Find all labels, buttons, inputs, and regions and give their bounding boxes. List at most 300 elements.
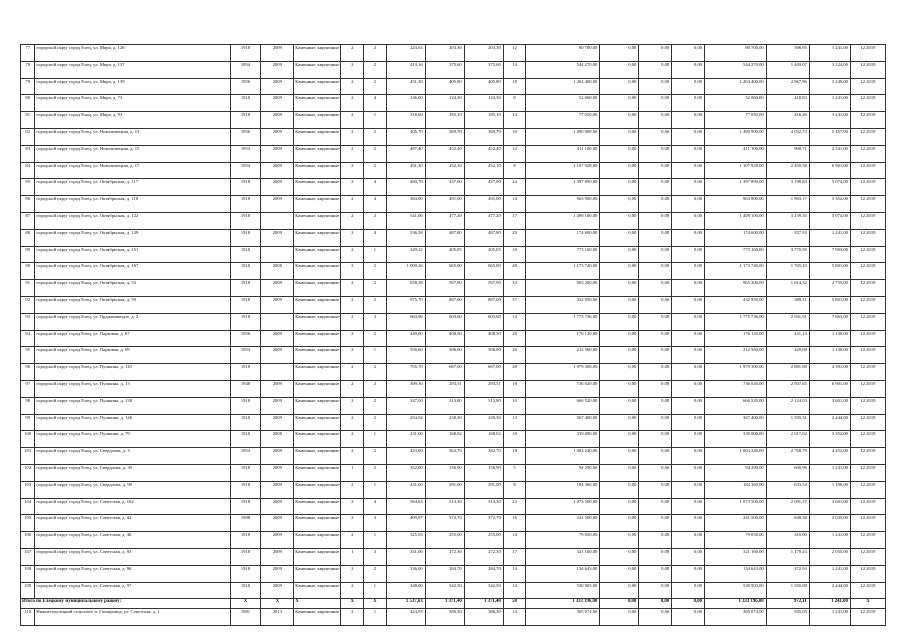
cell-deadline: 12.2019	[850, 112, 885, 129]
cell-cost-regional: 0,00	[639, 414, 672, 431]
cell-floors: 2	[341, 229, 364, 246]
cell-wall-material: Каменные, кирпичные	[294, 296, 341, 313]
table-row	[21, 296, 886, 313]
table-row	[21, 330, 886, 347]
cell-cost-owners: 544 270,00	[705, 61, 767, 78]
cell-cost-total: 1 775 736,00	[526, 313, 600, 330]
cell-deadline: 12.2019	[850, 414, 885, 431]
cell-cost-local: 0,00	[672, 548, 705, 565]
cell-cost-total: 530 903,00	[526, 582, 600, 599]
cell-max-cost: 1 241,00	[809, 532, 850, 549]
cell-cost-total: 77 050,00	[526, 112, 600, 129]
cell-max-cost: 3 124,00	[809, 61, 850, 78]
cell-unit-cost: 396,95	[766, 45, 809, 62]
cell-residents: 48	[503, 263, 526, 280]
cell-cost-total: 134 643,00	[526, 565, 600, 582]
cell-residential-area: 506,00	[464, 347, 503, 364]
cell-total-area: 423,00	[386, 448, 425, 465]
cell-entrances: 3	[364, 515, 387, 532]
cell-cost-regional: 0,00	[639, 212, 672, 229]
cell-max-cost: 1 241,00	[809, 45, 850, 62]
cell-number: 81	[21, 112, 35, 129]
cell-year-built: 1918	[230, 532, 261, 549]
cell-wall-material: Каменные, кирпичные	[294, 498, 341, 515]
cell-year-built: 1954	[230, 61, 261, 78]
cell-unit-cost: 1 765,10	[766, 263, 809, 280]
cell-cost-owners: 94 290,00	[705, 464, 767, 481]
cell-address: городской округ город Елец, ул. Советская, д. 42	[35, 515, 230, 532]
cell-living-area: 342,50	[425, 582, 464, 599]
cell-wall-material: Каменные, кирпичные	[294, 229, 341, 246]
cell-cost-fund: 0,00	[600, 179, 639, 196]
cell-floors: 2	[341, 414, 364, 431]
cell-max-cost: 5 801,00	[809, 296, 850, 313]
cell-total-area: 384,00	[386, 196, 425, 213]
cell-year-renovated: 2009	[261, 515, 294, 532]
cell-cost-owners: 1 107 928,00	[705, 162, 767, 179]
cell-living-area: 887,00	[425, 296, 464, 313]
cell-number: 110	[21, 609, 35, 626]
cell-entrances: 2	[364, 296, 387, 313]
cell-cost-total: 1 073 500,00	[526, 498, 600, 515]
cell-residents: 33	[503, 280, 526, 297]
cell-cost-local: 0,00	[672, 582, 705, 599]
cell-number: 77	[21, 45, 35, 62]
cell-entrances: 2	[364, 397, 387, 414]
cell-residents: 16	[503, 515, 526, 532]
cell-number: 102	[21, 464, 35, 481]
cell-entrances: 2	[364, 448, 387, 465]
table-row	[21, 364, 886, 381]
cell-unit-cost: 3 770,59	[766, 246, 809, 263]
cell-wall-material: Каменные, кирпичные	[294, 532, 341, 549]
cell-unit-cost: 1 550,08	[766, 582, 809, 599]
cell-living-area: 291,00	[425, 481, 464, 498]
cell-entrances: 2	[364, 380, 387, 397]
cell-cost-owners: 1 498 100,00	[705, 212, 767, 229]
cell-residents: 14	[503, 61, 526, 78]
cell-max-cost: 2 035,00	[809, 515, 850, 532]
cell-residential-area: 597,90	[464, 280, 503, 297]
cell-cost-regional: 0,00	[639, 515, 672, 532]
cell-year-built: 1956	[230, 330, 261, 347]
cell-cost-local: 0,00	[672, 179, 705, 196]
cell-year-renovated: 2009	[261, 380, 294, 397]
table-row	[21, 112, 886, 129]
cell-floors: 2	[341, 145, 364, 162]
cell-residents: 26	[503, 347, 526, 364]
cell-residents: 23	[503, 498, 526, 515]
cell-floors: 2	[341, 532, 364, 549]
cell-max-cost: 3 352,00	[809, 196, 850, 213]
cell-total-area: 541,00	[386, 212, 425, 229]
cell-cost-total: 411 100,00	[526, 145, 600, 162]
cell-cost-total: 321 160,00	[526, 548, 600, 565]
cell-max-cost: 3 249,00	[809, 78, 850, 95]
cell-cost-total: 1 979 300,00	[526, 364, 600, 381]
cell-unit-cost: 2 507,65	[766, 380, 809, 397]
cell-residents: 37	[503, 296, 526, 313]
cell-deadline: 12.2019	[850, 229, 885, 246]
cell-cost-local: 0,00	[672, 45, 705, 62]
cell-wall-material: Каменные, кирпичные	[294, 280, 341, 297]
cell-year-renovated: 2009	[261, 565, 294, 582]
cell-residential-area: 124,30	[464, 95, 503, 112]
cell-year-built: 1953	[230, 145, 261, 162]
cell-unit-cost: 972,11	[766, 599, 809, 609]
cell-entrances: 2	[364, 263, 387, 280]
cell-wall-material: Каменные, кирпичные	[294, 145, 341, 162]
cell-cost-owners: 1 004 240,00	[705, 448, 767, 465]
cell-cost-total: 79 050,00	[526, 532, 600, 549]
cell-total-area: 336,00	[386, 565, 425, 582]
cell-wall-material: Каменные, кирпичные	[294, 347, 341, 364]
cell-year-built: 1981	[230, 609, 261, 626]
cell-address: городской округ город Елец, ул. Советская, д. 102	[35, 498, 230, 515]
cell-entrances: 4	[364, 498, 387, 515]
cell-number: 104	[21, 498, 35, 515]
cell-address: городской округ город Елец, ул. Мира, д. 139	[35, 78, 230, 95]
cell-year-built: 1918	[230, 45, 261, 62]
cell-living-area: 386,30	[425, 609, 464, 626]
cell-residential-area: 513,30	[464, 498, 503, 515]
cell-year-renovated: 2009	[261, 448, 294, 465]
cell-residents: 58	[503, 599, 526, 609]
cell-year-renovated	[261, 313, 294, 330]
cell-year-built: X	[230, 599, 261, 609]
cell-residents: 24	[503, 179, 526, 196]
cell-residents: 12	[503, 45, 526, 62]
cell-wall-material: Каменные, кирпичные	[294, 330, 341, 347]
cell-residential-area: 687,00	[464, 364, 503, 381]
cell-cost-local: 0,00	[672, 448, 705, 465]
cell-wall-material: Каменные, кирпичные	[294, 397, 341, 414]
cell-wall-material: Каменные, кирпичные	[294, 162, 341, 179]
cell-cost-fund: 0,00	[600, 128, 639, 145]
cell-residential-area: 665,00	[464, 263, 503, 280]
cell-residents: 8	[503, 481, 526, 498]
cell-residents: 5	[503, 464, 526, 481]
cell-cost-local: 0,00	[672, 128, 705, 145]
cell-cost-regional: 0,00	[639, 61, 672, 78]
cell-total-area: 318,60	[386, 112, 425, 129]
cell-deadline: 12.2019	[850, 448, 885, 465]
cell-residents: 18	[503, 448, 526, 465]
table-row	[21, 45, 886, 62]
cell-max-cost: 1 130,00	[809, 330, 850, 347]
cell-max-cost: 7 903,00	[809, 246, 850, 263]
cell-year-renovated: 2009	[261, 481, 294, 498]
cell-address: городской округ город Елец, ул. Пушкина, д. 13	[35, 380, 230, 397]
cell-year-built: 1918	[230, 212, 261, 229]
cell-total-area: 536,58	[386, 229, 425, 246]
cell-deadline: 12.2019	[850, 128, 885, 145]
cell-living-area: 452,40	[425, 145, 464, 162]
cell-wall-material: Каменные, кирпичные	[294, 464, 341, 481]
cell-cost-regional: 0,00	[639, 196, 672, 213]
cell-year-built: 1918	[230, 414, 261, 431]
cell-cost-regional: 0,00	[639, 229, 672, 246]
cell-year-built: 1918	[230, 296, 261, 313]
cell-max-cost: 6 901,00	[809, 380, 850, 397]
cell-cost-total: 241 500,00	[526, 515, 600, 532]
cell-residential-area: 405,80	[464, 78, 503, 95]
cell-living-area: 513,30	[425, 498, 464, 515]
cell-wall-material: Каменные, кирпичные	[294, 263, 341, 280]
cell-unit-cost: 3 198,83	[766, 179, 809, 196]
cell-cost-regional: 0,00	[639, 347, 672, 364]
cell-cost-regional: 0,00	[639, 609, 672, 626]
cell-unit-cost: 633,54	[766, 481, 809, 498]
cell-cost-owners: 174 600,00	[705, 229, 767, 246]
cell-deadline: 12.2019	[850, 313, 885, 330]
cell-residents: 8	[503, 162, 526, 179]
cell-total-area: 487,40	[386, 145, 425, 162]
cell-number: 97	[21, 380, 35, 397]
cell-max-cost: 1 241,00	[809, 464, 850, 481]
cell-cost-total: 184 360,00	[526, 481, 600, 498]
cell-number: 99	[21, 414, 35, 431]
cell-cost-total: 339 000,00	[526, 431, 600, 448]
cell-cost-fund: 0,00	[600, 313, 639, 330]
cell-cost-fund: 0,00	[600, 45, 639, 62]
cell-total-area: 325,03	[386, 532, 425, 549]
cell-deadline: 12.2019	[850, 145, 885, 162]
cell-cost-owners: 411 100,00	[705, 145, 767, 162]
cell-cost-regional: 0,00	[639, 448, 672, 465]
cell-residents: 10	[503, 397, 526, 414]
table-row	[21, 128, 886, 145]
table-row	[21, 448, 886, 465]
cell-residents: 8	[503, 95, 526, 112]
cell-unit-cost: 1 449,07	[766, 61, 809, 78]
cell-floors: 2	[341, 95, 364, 112]
cell-number: 90	[21, 263, 35, 280]
cell-cost-owners: 666 520,00	[705, 397, 767, 414]
cell-living-area: 255,00	[425, 532, 464, 549]
cell-cost-regional: 0,00	[639, 179, 672, 196]
cell-number: 89	[21, 246, 35, 263]
cell-cost-owners: 736 020,00	[705, 380, 767, 397]
cell-deadline: 12.2019	[850, 246, 885, 263]
cell-floors: 2	[341, 296, 364, 313]
table-row	[21, 532, 886, 549]
cell-residential-area: 230,30	[464, 414, 503, 431]
cell-cost-owners: 1 073 500,00	[705, 498, 767, 515]
cell-entrances: 2	[364, 61, 387, 78]
cell-residents: 14	[503, 565, 526, 582]
cell-deadline: 12.2019	[850, 515, 885, 532]
cell-entrances: 2	[364, 162, 387, 179]
cell-living-area: 405,80	[425, 78, 464, 95]
cell-residents: 14	[503, 313, 526, 330]
cell-entrances: 2	[364, 128, 387, 145]
cell-entrances: 2	[364, 464, 387, 481]
cell-total-area: 491,30	[386, 162, 425, 179]
cell-living-area: 313,80	[425, 397, 464, 414]
cell-living-area: 665,00	[425, 263, 464, 280]
cell-address: городской округ город Елец, ул. Мира, д. 93	[35, 112, 230, 129]
cell-max-cost: 4 452,00	[809, 448, 850, 465]
cell-cost-regional: 0,00	[639, 246, 672, 263]
cell-cost-local: 0,00	[672, 464, 705, 481]
cell-total-area: 431,00	[386, 481, 425, 498]
cell-address: городской округ город Елец, ул. Мира, д. 126	[35, 45, 230, 62]
cell-residents: 18	[503, 78, 526, 95]
cell-residential-area: 342,50	[464, 582, 503, 599]
cell-year-built: 1918	[230, 263, 261, 280]
table-row	[21, 565, 886, 582]
cell-living-area: 408,50	[425, 330, 464, 347]
cell-floors: 2	[341, 212, 364, 229]
cell-entrances: 1	[364, 431, 387, 448]
cell-cost-fund: 0,00	[600, 448, 639, 465]
cell-cost-regional: 0,00	[639, 498, 672, 515]
cell-cost-regional: 0,00	[639, 95, 672, 112]
cell-cost-owners: 212 560,00	[705, 347, 767, 364]
cell-year-renovated: 2009	[261, 95, 294, 112]
cell-cost-local: 0,00	[672, 196, 705, 213]
cell-living-area: 272,30	[425, 548, 464, 565]
cell-living-area: 437,00	[425, 179, 464, 196]
cell-max-cost: 1 241,00	[809, 95, 850, 112]
cell-cost-fund: 0,00	[600, 498, 639, 515]
cell-total-area: 405,70	[386, 128, 425, 145]
cell-floors: 2	[341, 45, 364, 62]
cell-cost-local: 0,00	[672, 565, 705, 582]
cell-max-cost: 5 074,00	[809, 179, 850, 196]
cell-number: 94	[21, 330, 35, 347]
cell-deadline: 12.2019	[850, 582, 885, 599]
cell-residential-area: 491,00	[464, 196, 503, 213]
cell-cost-fund: 0,00	[600, 296, 639, 313]
cell-cost-local: 0,00	[672, 95, 705, 112]
cell-wall-material: Каменные, кирпичные	[294, 313, 341, 330]
cell-entrances: 1	[364, 246, 387, 263]
cell-address: городской округ город Елец, ул. Орджоникидзе, д. 2	[35, 313, 230, 330]
cell-number: 79	[21, 78, 35, 95]
cell-cost-regional: 0,00	[639, 128, 672, 145]
cell-residential-area: 293,51	[464, 380, 503, 397]
cell-cost-regional: 0,00	[639, 162, 672, 179]
cell-total-area: 424,93	[386, 609, 425, 626]
cell-year-renovated: 2009	[261, 532, 294, 549]
cell-entrances: 4	[364, 229, 387, 246]
cell-entrances: X	[364, 599, 387, 609]
cell-max-cost: 1 241,00	[809, 609, 850, 626]
cell-cost-regional: 0,00	[639, 280, 672, 297]
cell-year-built: 1956	[230, 128, 261, 145]
cell-entrances: 1	[364, 532, 387, 549]
table-row	[21, 481, 886, 498]
cell-residential-area: 369,70	[464, 128, 503, 145]
cell-max-cost: 1 241,00	[809, 565, 850, 582]
cell-floors: 2	[341, 179, 364, 196]
cell-year-renovated: 2009	[261, 397, 294, 414]
cell-cost-fund: 0,00	[600, 263, 639, 280]
table-row	[21, 498, 886, 515]
cell-cost-local: 0,00	[672, 61, 705, 78]
cell-year-built: 1918	[230, 196, 261, 213]
cell-address: городской округ город Елец, ул. Октябрьская, д. 151	[35, 246, 230, 263]
cell-cost-total: 80 700,00	[526, 45, 600, 62]
cell-residential-area: 1 371,40	[464, 599, 503, 609]
cell-cost-total: 176 120,00	[526, 330, 600, 347]
cell-year-renovated: 2009	[261, 196, 294, 213]
cell-deadline: 12.2019	[850, 464, 885, 481]
table-row	[21, 61, 886, 78]
cell-year-built: 1918	[230, 364, 261, 381]
cell-cost-total: 432 950,00	[526, 296, 600, 313]
cell-address: Итого по Елецкому муниципальному району:	[21, 599, 231, 609]
cell-wall-material: Каменные, кирпичные	[294, 565, 341, 582]
cell-deadline: 12.2019	[850, 78, 885, 95]
cell-wall-material: Каменные, кирпичные	[294, 364, 341, 381]
cell-residential-area: 291,00	[464, 481, 503, 498]
cell-year-renovated: 2009	[261, 548, 294, 565]
cell-entrances: 2	[364, 364, 387, 381]
cell-number: 95	[21, 347, 35, 364]
cell-max-cost: 6 901,00	[809, 162, 850, 179]
cell-floors: 2	[341, 78, 364, 95]
cell-deadline: 12.2019	[850, 45, 885, 62]
cell-cost-regional: 0,00	[639, 78, 672, 95]
cell-residential-area: 375,60	[464, 61, 503, 78]
cell-cost-owners: 339 000,00	[705, 431, 767, 448]
cell-deadline: 12.2019	[850, 364, 885, 381]
cell-number: 105	[21, 515, 35, 532]
cell-floors: 2	[341, 380, 364, 397]
cell-total-area: 755,70	[386, 364, 425, 381]
cell-deadline: X	[850, 599, 885, 609]
cell-floors: 2	[341, 515, 364, 532]
housing-repair-table	[20, 44, 886, 626]
cell-address: городской округ город Елец, ул. Мира, д. 73	[35, 95, 230, 112]
cell-year-built: 1918	[230, 565, 261, 582]
cell-deadline: 12.2019	[850, 212, 885, 229]
table-row	[21, 179, 886, 196]
cell-year-renovated: 2009	[261, 498, 294, 515]
cell-deadline: 12.2019	[850, 162, 885, 179]
cell-cost-local: 0,00	[672, 246, 705, 263]
cell-deadline: 12.2019	[850, 179, 885, 196]
cell-address: городской округ город Елец, ул. Пушкина, д. 146	[35, 414, 230, 431]
cell-cost-owners: 184 360,00	[705, 481, 767, 498]
cell-cost-regional: 0,00	[639, 45, 672, 62]
cell-residents: 14	[503, 112, 526, 129]
cell-unit-cost: 431,14	[766, 330, 809, 347]
table-body	[21, 45, 886, 626]
cell-cost-local: 0,00	[672, 347, 705, 364]
cell-year-renovated: 2009	[261, 162, 294, 179]
cell-cost-total: 965 200,00	[526, 280, 600, 297]
cell-cost-fund: 0,00	[600, 95, 639, 112]
table-row	[21, 609, 886, 626]
table-row	[21, 229, 886, 246]
cell-number: 82	[21, 128, 35, 145]
cell-unit-cost: 648,38	[766, 515, 809, 532]
table-row	[21, 95, 886, 112]
cell-total-area: 413,16	[386, 61, 425, 78]
table-row	[21, 582, 886, 599]
cell-year-renovated: 2009	[261, 280, 294, 297]
cell-residents: 14	[503, 196, 526, 213]
cell-total-area: 399,10	[386, 380, 425, 397]
cell-address: городской округ город Елец, ул. Октябрьская, д. 167	[35, 263, 230, 280]
cell-max-cost: 3 352,00	[809, 431, 850, 448]
cell-living-area: 168,02	[425, 431, 464, 448]
cell-cost-owners: 963 900,00	[705, 196, 767, 213]
